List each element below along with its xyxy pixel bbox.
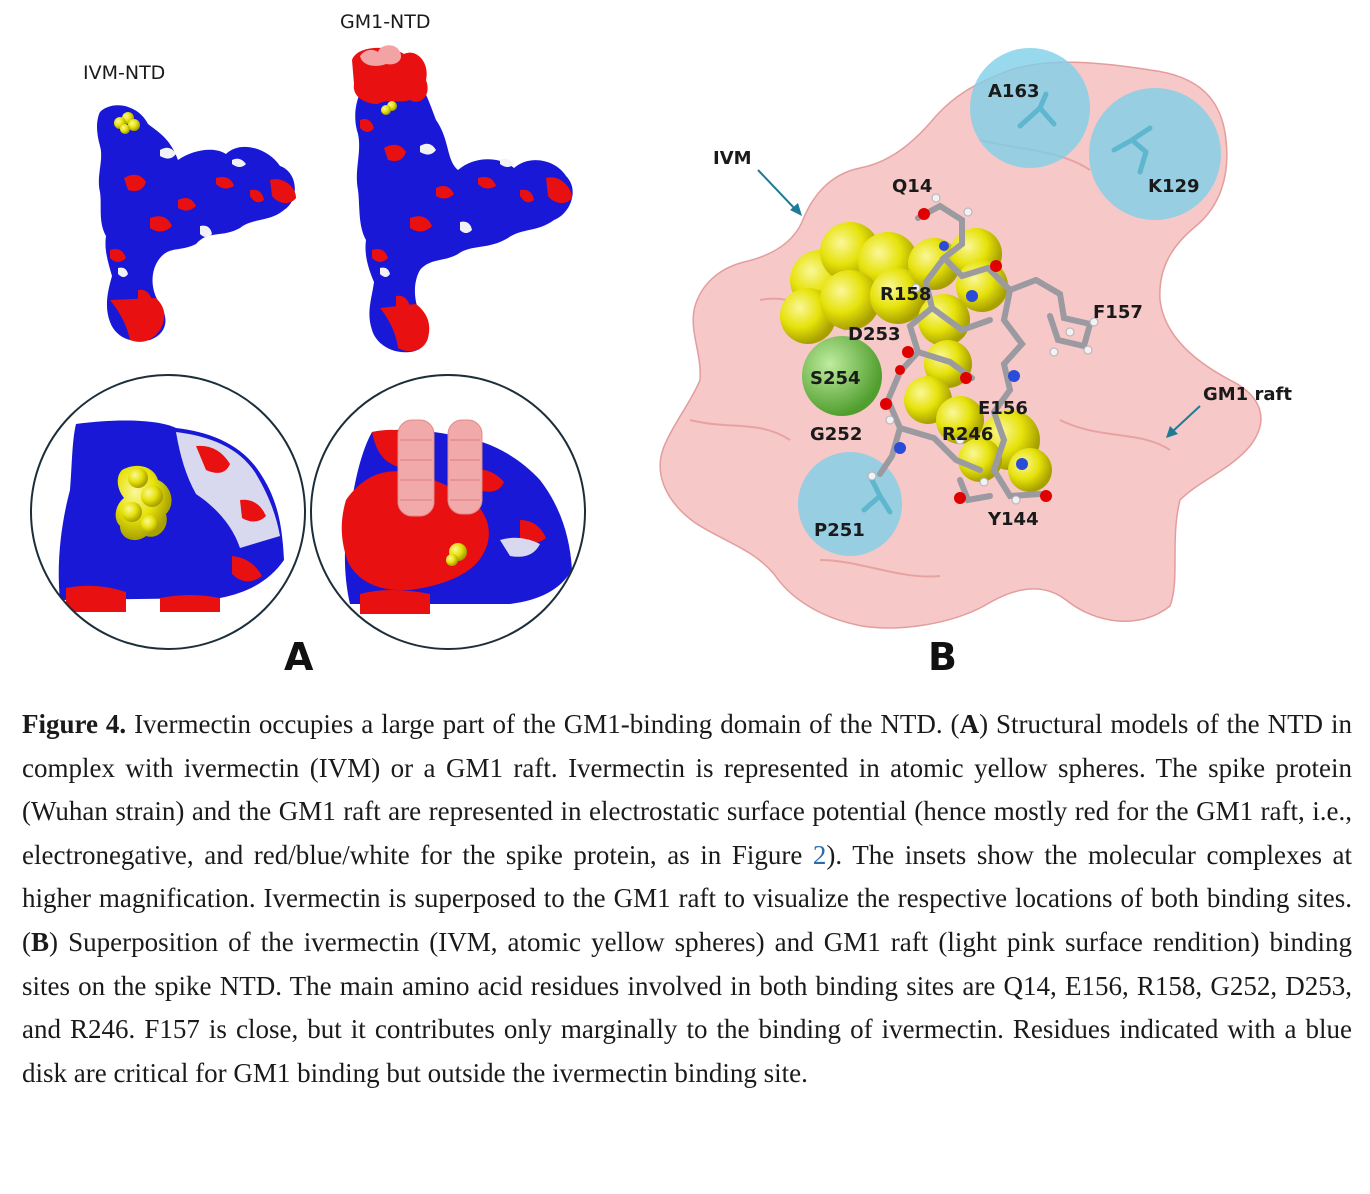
residue-label-g252: G252 [810,424,863,445]
ivm-callout-arrow [758,170,802,216]
figure-caption [22,703,1352,1095]
gm1-raft-callout-label: GM1 raft [1203,384,1292,405]
caption-panel-a-ref: A [959,709,980,739]
residue-label-a163: A163 [988,81,1040,102]
panel-a-letter: A [284,635,314,679]
residue-label-d253: D253 [848,324,901,345]
ivm-ntd-protein-model [97,105,296,342]
residue-label-r246: R246 [942,424,994,445]
caption-panel-b-ref: B [31,926,50,957]
k129-blue-disk [1089,88,1221,220]
caption-text-4: ) Superposition of the ivermectin (IVM, atomic yellow spheres) and GM1 raft (light pink surface rendition) binding sites on the spike NTD. The main amino acid residues involved in both binding sites are Q14, E156, R158, G252, D253, and R246. F157 is close, but it contributes only marginally to the binding of ivermectin. Residues indicated with a blue disk are critical for GM1 binding but outside the ivermectin binding site. [22,926,1352,1088]
ivm-ntd-label: IVM-NTD [83,62,166,84]
caption-text-2: ) Structural models of the NTD in complex with ivermectin (IVM) or a GM1 raft. Ivermectin is represented in atomic yellow spheres. The spike protein (Wuhan strain) and the GM1 raft are represented in electrostatic surface potential (hence mostly red for the GM1 raft, i.e., electronegative, and red/blue/white for the spike protein, as in Figure [22,709,1352,870]
residue-label-r158: R158 [880,284,932,305]
ivm-ntd-inset [30,374,306,650]
gm1-ntd-inset [310,374,586,650]
caption-label: Figure 4. [22,709,127,739]
caption-text-1: Ivermectin occupies a large part of the GM1-binding domain of the NTD. ( [126,709,960,739]
gm1-ntd-label: GM1-NTD [340,11,431,33]
residue-label-y144: Y144 [988,509,1039,530]
a163-blue-disk [970,48,1090,168]
residue-label-p251: P251 [814,520,865,541]
residue-label-s254: S254 [810,368,861,389]
caption-text-3: ). The insets show the molecular complexes at higher magnification. Ivermectin is superposed to the GM1 raft to visualize the respective locations of both binding sites. ( [22,839,1352,957]
residue-label-q14: Q14 [892,176,933,197]
residue-label-e156: E156 [978,398,1028,419]
ivm-callout-label: IVM [713,148,752,169]
residue-label-f157: F157 [1093,302,1143,323]
gm1-ntd-protein-model [352,45,573,352]
residue-label-k129: K129 [1148,176,1200,197]
panel-b-letter: B [928,635,957,679]
figure-2-link[interactable]: 2 [812,839,827,870]
